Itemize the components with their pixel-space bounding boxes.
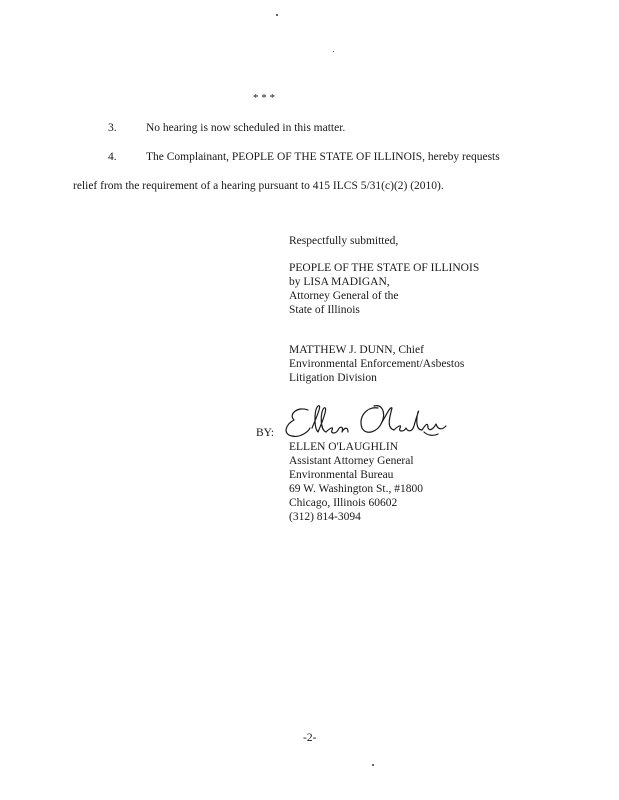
attorney-line: (312) 814-3094 <box>289 511 361 523</box>
party-line: State of Illinois <box>289 304 360 316</box>
paragraph-3 <box>108 122 345 135</box>
paragraph-number: 3. <box>108 122 117 134</box>
paragraph-4 <box>108 151 500 164</box>
attorney-line: Assistant Attorney General <box>289 455 414 467</box>
attorney-block <box>289 440 423 524</box>
paragraph-number: 4. <box>108 151 117 163</box>
party-line: by LISA MADIGAN, <box>289 276 390 288</box>
scan-speck <box>333 51 334 52</box>
chief-line: Litigation Division <box>289 372 377 384</box>
paragraph-text: The Complainant, PEOPLE OF THE STATE OF ILLINOIS, hereby requests <box>146 151 500 163</box>
scan-speck <box>372 764 374 766</box>
separator-text: * * * <box>253 92 275 104</box>
party-block <box>289 261 479 317</box>
party-line: Attorney General of the <box>289 290 399 302</box>
scan-speck <box>276 14 278 16</box>
chief-block <box>289 343 464 385</box>
chief-line: Environmental Enforcement/Asbestos <box>289 358 465 370</box>
attorney-line: 69 W. Washington St., #1800 <box>289 483 424 495</box>
attorney-name: ELLEN O'LAUGHLIN <box>289 441 399 453</box>
attorney-line: Environmental Bureau <box>289 469 394 481</box>
paragraph-continuation: relief from the requirement of a hearing pursuant to 415 ILCS 5/31(c)(2) (2010). <box>73 180 444 192</box>
attorney-line: Chicago, Illinois 60602 <box>289 497 398 509</box>
chief-line: MATTHEW J. DUNN, Chief <box>289 344 424 356</box>
page-number: -2- <box>303 732 317 744</box>
paragraph-text: No hearing is now scheduled in this matter. <box>146 122 346 134</box>
by-label: BY: <box>256 427 275 439</box>
section-separator <box>253 92 275 104</box>
party-line: PEOPLE OF THE STATE OF ILLINOIS <box>289 262 480 274</box>
closing-line: Respectfully submitted, <box>289 235 399 247</box>
